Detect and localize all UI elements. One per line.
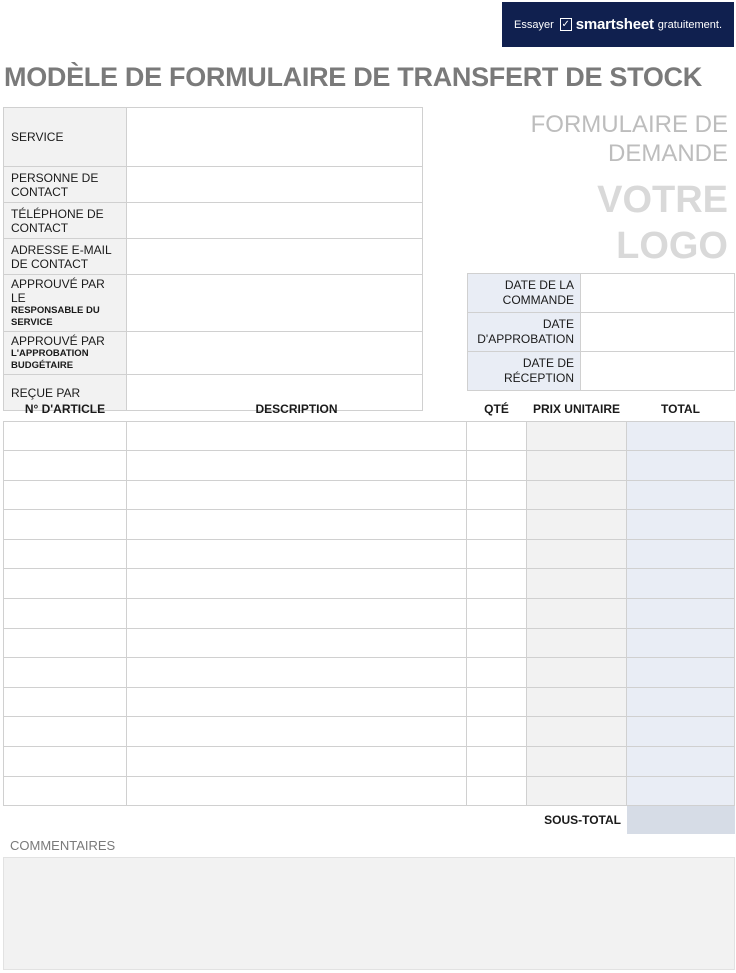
total-cell[interactable]	[627, 717, 735, 747]
comments-label: COMMENTAIRES	[10, 838, 116, 853]
unit-price-cell[interactable]	[527, 421, 627, 451]
table-row	[4, 747, 735, 777]
item-no-cell[interactable]	[4, 628, 127, 658]
banner-pre-text: Essayer	[514, 18, 554, 31]
total-cell[interactable]	[627, 658, 735, 688]
qty-cell[interactable]	[467, 658, 527, 688]
total-cell[interactable]	[627, 569, 735, 599]
qty-cell[interactable]	[467, 717, 527, 747]
contact-phone-field[interactable]	[127, 203, 423, 239]
item-no-header: N° D'ARTICLE	[24, 402, 106, 417]
total-cell[interactable]	[627, 628, 735, 658]
total-cell[interactable]	[627, 539, 735, 569]
date-row-approval	[468, 313, 735, 352]
item-no-cell[interactable]	[4, 599, 127, 629]
item-no-cell[interactable]	[4, 510, 127, 540]
banner-brand: smartsheet	[575, 16, 654, 33]
approval-date-field[interactable]	[581, 313, 735, 352]
budget-approval-field[interactable]	[127, 332, 423, 375]
contact-phone-label: TÉLÉPHONE DE CONTACT	[4, 203, 127, 239]
info-row-contact	[4, 167, 423, 203]
description-cell[interactable]	[127, 480, 467, 510]
description-cell[interactable]	[127, 687, 467, 717]
unit-price-cell[interactable]	[527, 451, 627, 481]
unit-price-cell[interactable]	[527, 569, 627, 599]
qty-cell[interactable]	[467, 510, 527, 540]
description-cell[interactable]	[127, 658, 467, 688]
table-row	[4, 451, 735, 481]
qty-cell[interactable]	[467, 628, 527, 658]
qty-header: QTÉ	[484, 402, 509, 417]
description-cell[interactable]	[127, 451, 467, 481]
item-no-cell[interactable]	[4, 451, 127, 481]
info-row-dept-approval	[4, 275, 423, 332]
dept-approval-label: APPROUVÉ PAR LE RESPONSABLE DU SERVICE	[4, 275, 127, 332]
table-row	[4, 599, 735, 629]
reception-date-label: DATE DE RÉCEPTION	[468, 352, 581, 391]
item-no-cell[interactable]	[4, 421, 127, 451]
contact-person-field[interactable]	[127, 167, 423, 203]
comments-field[interactable]	[3, 857, 735, 970]
item-no-cell[interactable]	[4, 480, 127, 510]
total-cell[interactable]	[627, 776, 735, 806]
budget-approval-sublabel: L'APPROBATION BUDGÉTAIRE	[11, 348, 89, 371]
items-header-row	[4, 398, 735, 421]
unit-price-header: PRIX UNITAIRE	[532, 402, 621, 417]
banner-post-text: gratuitement.	[657, 18, 722, 31]
total-cell[interactable]	[627, 451, 735, 481]
table-row	[4, 510, 735, 540]
subtotal-field[interactable]	[627, 806, 735, 834]
qty-cell[interactable]	[467, 687, 527, 717]
request-form-title: FORMULAIRE DE DEMANDE	[530, 111, 728, 167]
unit-price-cell[interactable]	[527, 658, 627, 688]
qty-cell[interactable]	[467, 421, 527, 451]
order-date-label: DATE DE LA COMMANDE	[468, 274, 581, 313]
table-row	[4, 717, 735, 747]
date-row-order	[468, 274, 735, 313]
dates-table	[467, 273, 735, 391]
reception-date-field[interactable]	[581, 352, 735, 391]
budget-approval-label: APPROUVÉ PAR L'APPROBATION BUDGÉTAIRE	[4, 332, 127, 375]
date-row-reception	[468, 352, 735, 391]
smartsheet-check-icon: ✓	[561, 19, 570, 30]
received-by-label: REÇUE PAR	[4, 375, 127, 411]
info-row-budget-approval	[4, 332, 423, 375]
description-cell[interactable]	[127, 599, 467, 629]
description-header: DESCRIPTION	[255, 402, 338, 417]
page-title: MODÈLE DE FORMULAIRE DE TRANSFERT DE STOCK	[4, 62, 702, 92]
logo-placeholder: VOTRE LOGO	[597, 179, 728, 267]
contact-email-field[interactable]	[127, 239, 423, 275]
item-no-cell[interactable]	[4, 717, 127, 747]
table-row	[4, 480, 735, 510]
item-no-cell[interactable]	[4, 569, 127, 599]
info-fields-table	[3, 107, 423, 411]
description-cell[interactable]	[127, 539, 467, 569]
table-row	[4, 569, 735, 599]
total-cell[interactable]	[627, 599, 735, 629]
description-cell[interactable]	[127, 747, 467, 777]
info-row-phone	[4, 203, 423, 239]
unit-price-cell[interactable]	[527, 687, 627, 717]
contact-email-label: ADRESSE E-MAIL DE CONTACT	[4, 239, 127, 275]
unit-price-cell[interactable]	[527, 480, 627, 510]
unit-price-cell[interactable]	[527, 717, 627, 747]
table-row	[4, 687, 735, 717]
item-no-cell[interactable]	[4, 776, 127, 806]
subtotal-label: SOUS-TOTAL	[544, 813, 621, 827]
qty-cell[interactable]	[467, 747, 527, 777]
description-cell[interactable]	[127, 628, 467, 658]
unit-price-cell[interactable]	[527, 539, 627, 569]
unit-price-cell[interactable]	[527, 776, 627, 806]
service-field[interactable]	[127, 108, 423, 167]
item-no-cell[interactable]	[4, 539, 127, 569]
total-cell[interactable]	[627, 747, 735, 777]
contact-person-label: PERSONNE DE CONTACT	[4, 167, 127, 203]
description-cell[interactable]	[127, 776, 467, 806]
unit-price-cell[interactable]	[527, 599, 627, 629]
description-cell[interactable]	[127, 569, 467, 599]
items-table	[3, 398, 735, 806]
info-row-service	[4, 108, 423, 167]
items-body	[4, 421, 735, 806]
total-cell[interactable]	[627, 687, 735, 717]
qty-cell[interactable]	[467, 480, 527, 510]
smartsheet-trial-banner[interactable]	[502, 2, 734, 47]
description-cell[interactable]	[127, 717, 467, 747]
qty-cell[interactable]	[467, 451, 527, 481]
table-row	[4, 658, 735, 688]
approval-date-label: DATE D'APPROBATION	[468, 313, 581, 352]
table-row	[4, 628, 735, 658]
total-cell[interactable]	[627, 421, 735, 451]
unit-price-cell[interactable]	[527, 628, 627, 658]
service-label: SERVICE	[4, 108, 127, 167]
table-row	[4, 421, 735, 451]
item-no-cell[interactable]	[4, 687, 127, 717]
qty-cell[interactable]	[467, 539, 527, 569]
total-cell[interactable]	[627, 480, 735, 510]
item-no-cell[interactable]	[4, 658, 127, 688]
table-row	[4, 776, 735, 806]
dept-approval-field[interactable]	[127, 275, 423, 332]
dept-approval-sublabel: RESPONSABLE DU SERVICE	[11, 305, 100, 328]
order-date-field[interactable]	[581, 274, 735, 313]
unit-price-cell[interactable]	[527, 510, 627, 540]
description-cell[interactable]	[127, 510, 467, 540]
description-cell[interactable]	[127, 421, 467, 451]
qty-cell[interactable]	[467, 569, 527, 599]
item-no-cell[interactable]	[4, 747, 127, 777]
qty-cell[interactable]	[467, 776, 527, 806]
total-header: TOTAL	[661, 402, 700, 417]
unit-price-cell[interactable]	[527, 747, 627, 777]
total-cell[interactable]	[627, 510, 735, 540]
qty-cell[interactable]	[467, 599, 527, 629]
table-row	[4, 539, 735, 569]
info-row-email	[4, 239, 423, 275]
